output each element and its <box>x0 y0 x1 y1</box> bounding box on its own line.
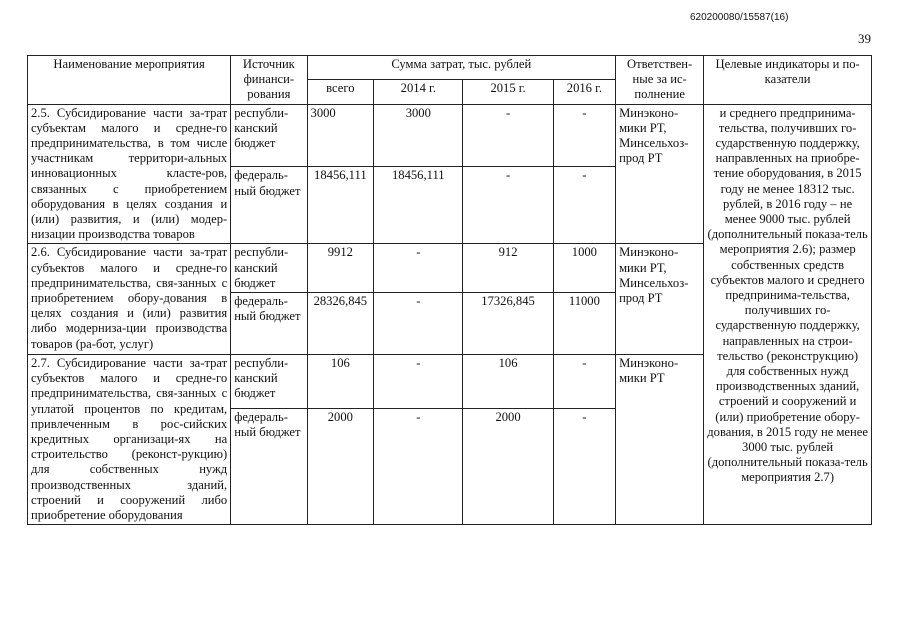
funding-2016: - <box>553 167 615 244</box>
funding-source: федераль-ный бюджет <box>231 409 307 525</box>
funding-2015: - <box>463 167 553 244</box>
funding-2014: 3000 <box>374 104 463 167</box>
header-2016: 2016 г. <box>553 80 615 104</box>
funding-2014: - <box>374 293 463 355</box>
table-row <box>28 104 872 167</box>
funding-source: республи-канский бюджет <box>231 244 307 293</box>
activity-name: 2.5. Субсидирование части за-трат субъектам малого и средне-го предпринимательства, в том числе участникам территори-альных инновационных класте-ров, связанных с приобретением оборудования в целях создания и (или) развития, и (или) модер-низации производства товаров <box>28 104 231 244</box>
header-responsible: Ответствен-ные за ис-полнение <box>616 56 704 105</box>
funding-total: 18456,111 <box>307 167 374 244</box>
funding-source: федераль-ный бюджет <box>231 293 307 355</box>
table-header-row <box>28 56 872 80</box>
funding-2015: 2000 <box>463 409 553 525</box>
funding-total: 9912 <box>307 244 374 293</box>
funding-2016: - <box>553 104 615 167</box>
activities-table <box>27 55 872 525</box>
funding-2015: 17326,845 <box>463 293 553 355</box>
header-2014: 2014 г. <box>374 80 463 104</box>
responsible-org: Минэконо-мики РТ, Минсельхоз-прод РТ <box>616 104 704 244</box>
funding-2014: - <box>374 244 463 293</box>
header-sum-group: Сумма затрат, тыс. рублей <box>307 56 616 80</box>
activity-name: 2.6. Субсидирование части за-трат субъектов малого и средне-го предпринимательства, свя-занных с приобретением обору-дования в целях создания и (или) развития либо модерниза-ции производства товаров (ра-бот, услуг) <box>28 244 231 355</box>
funding-source: федераль-ный бюджет <box>231 167 307 244</box>
page-number: 39 <box>858 31 871 46</box>
responsible-org: Минэконо-мики РТ <box>616 355 704 525</box>
activity-name: 2.7. Субсидирование части за-трат субъектов малого и средне-го предпринимательства, свя-занных с уплатой процентов по кредитам, привлеченным в рос-сийских кредитных организаци-ях на строительство (реконст-рукцию) для собственных нужд производственных зданий, строений и сооружений либо приобретение оборудования <box>28 355 231 525</box>
funding-2015: 106 <box>463 355 553 409</box>
funding-2014: 18456,111 <box>374 167 463 244</box>
header-name: Наименование мероприятия <box>28 56 231 105</box>
funding-2014: - <box>374 409 463 525</box>
funding-2016: 1000 <box>553 244 615 293</box>
header-indicators: Целевые индикаторы и по-казатели <box>704 56 872 105</box>
funding-2015: 912 <box>463 244 553 293</box>
header-total: всего <box>307 80 374 104</box>
funding-2014: - <box>374 355 463 409</box>
funding-total: 2000 <box>307 409 374 525</box>
funding-2016: 11000 <box>553 293 615 355</box>
funding-2016: - <box>553 409 615 525</box>
header-source: Источник финанси-рования <box>231 56 307 105</box>
funding-2015: - <box>463 104 553 167</box>
header-2015: 2015 г. <box>463 80 553 104</box>
funding-source: республи-канский бюджет <box>231 355 307 409</box>
document-code: 620200080/15587(16) <box>690 12 789 23</box>
funding-2016: - <box>553 355 615 409</box>
target-indicators: и среднего предпринима-тельства, получивших го-сударственную поддержку, направленных на приобре-тение оборудования, в 2015 году не менее 18312 тыс. рублей, в 2016 году – не менее 9000 тыс. рублей (дополнительный показа-тель мероприятия 2.6); размер собственных средств субъектов малого и среднего предпринима-тельства, получивших го-сударственную поддержку, направленных на строи-тельство (реконструкцию) для собственных нужд производственных зданий, строений и сооружений и (или) приобретение обору-дования, в 2015 году не менее 3000 тыс. рублей (дополнительный показа-тель мероприятия 2.7) <box>704 104 872 525</box>
funding-source: республи-канский бюджет <box>231 104 307 167</box>
funding-total: 106 <box>307 355 374 409</box>
responsible-org: Минэконо-мики РТ, Минсельхоз-прод РТ <box>616 244 704 355</box>
funding-total: 28326,845 <box>307 293 374 355</box>
funding-total: 3000 <box>307 104 374 167</box>
